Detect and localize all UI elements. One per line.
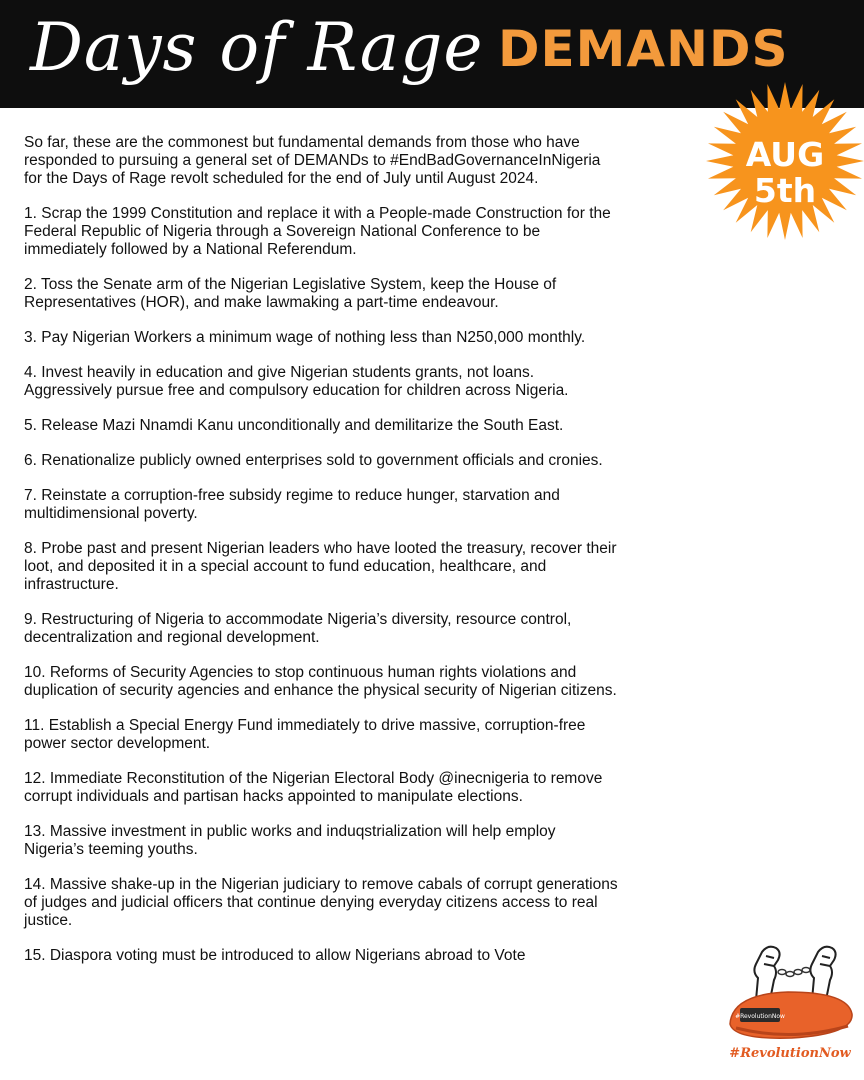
beret-patch-label: #RevolutionNow <box>735 1013 785 1020</box>
date-badge-day: 5th <box>753 171 817 210</box>
demand-item-13: 13. Massive investment in public works and induqstrialization will help employ Nigeria’s teeming youths. <box>24 823 556 858</box>
title-days-of-rage: Days of Rage <box>30 9 484 86</box>
date-badge-month: AUG <box>745 135 825 174</box>
demand-item-3: 3. Pay Nigerian Workers a minimum wage of nothing less than N250,000 monthly. <box>24 329 586 346</box>
demand-item-4: 4. Invest heavily in education and give Nigerian students grants, not loans. Aggressively pursue free and compulsory education for children across Nigeria. <box>24 364 569 399</box>
demand-item-10: 10. Reforms of Security Agencies to stop continuous human rights violations and duplication of security agencies and enhance the physical security of Nigerian citizens. <box>24 664 617 699</box>
demand-item-8: 8. Probe past and present Nigerian leaders who have looted the treasury, recover their loot, and deposited it in a special account to fund education, healthcare, and infrastructure. <box>24 540 617 593</box>
title-demands: DEMANDS <box>498 20 789 78</box>
demand-item-11: 11. Establish a Special Energy Fund immediately to drive massive, corruption-free power sector development. <box>24 717 586 752</box>
demand-item-2: 2. Toss the Senate arm of the Nigerian Legislative System, keep the House of Representatives (HOR), and make lawmaking a part-time endeavour. <box>24 276 557 311</box>
revolution-now-hashtag: #RevolutionNow <box>729 1046 851 1061</box>
demand-item-5: 5. Release Mazi Nnamdi Kanu unconditionally and demilitarize the South East. <box>24 417 564 434</box>
demands-content <box>24 134 744 982</box>
demand-item-7: 7. Reinstate a corruption-free subsidy regime to reduce hunger, starvation and multidimensional poverty. <box>24 487 560 522</box>
demand-item-14: 14. Massive shake-up in the Nigerian judiciary to remove cabals of corrupt generations of judges and judicial officers that continue denying everyday citizens access to real justice. <box>24 876 618 929</box>
demand-item-1: 1. Scrap the 1999 Constitution and replace it with a People-made Construction for the Federal Republic of Nigeria through a Sovereign National Conference to be immediately followed by a National Referendum. <box>24 205 611 258</box>
beret-fists-icon <box>722 938 858 1046</box>
demand-item-6: 6. Renationalize publicly owned enterprises sold to government officials and cronies. <box>24 452 603 469</box>
demand-item-12: 12. Immediate Reconstitution of the Nigerian Electoral Body @inecnigeria to remove corrupt individuals and partisan hacks appointed to manipulate elections. <box>24 770 603 805</box>
demand-item-9: 9. Restructuring of Nigeria to accommodate Nigeria’s diversity, resource control, decentralization and regional development. <box>24 611 572 646</box>
demand-item-15: 15. Diaspora voting must be introduced to allow Nigerians abroad to Vote <box>24 947 526 964</box>
intro-paragraph: So far, these are the commonest but fundamental demands from those who have responded to pursuing a general set of DEMANDs to #EndBadGovernanceInNigeria for the Days of Rage revolt scheduled for the end of July until August 2024. <box>24 134 601 187</box>
